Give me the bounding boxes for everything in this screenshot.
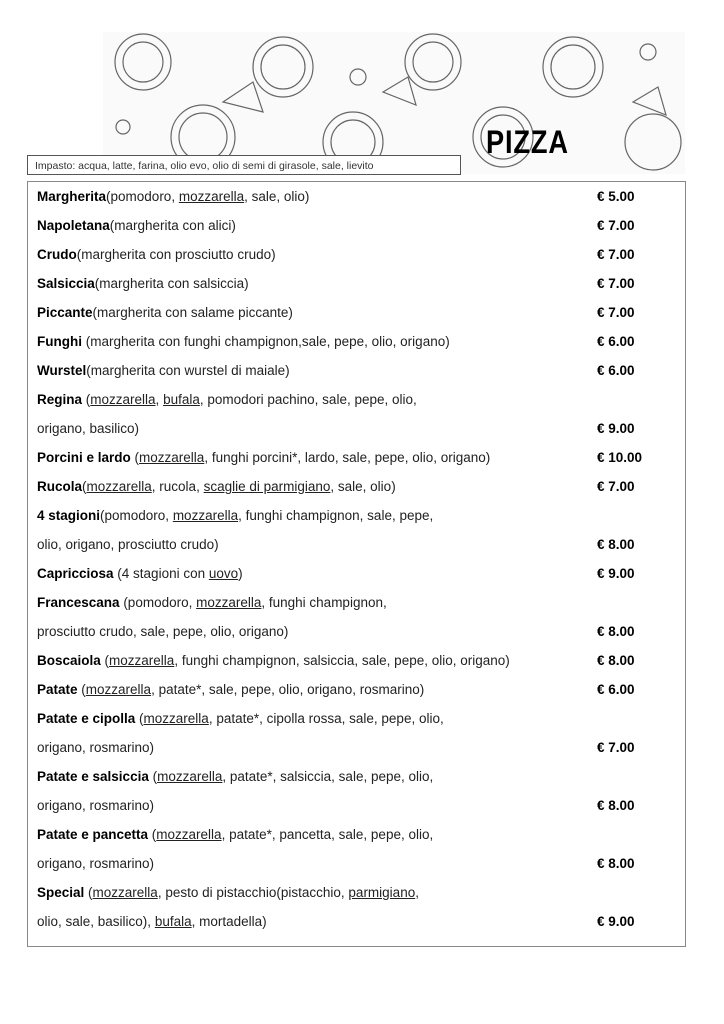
ingredients-text: origano, rosmarino) — [37, 856, 155, 871]
menu-item — [37, 269, 249, 298]
ingredients-text: (margherita con prosciutto crudo) — [76, 247, 276, 262]
pizza-name: Rucola — [37, 479, 83, 494]
underlined-ingredient: bufala — [154, 914, 192, 929]
menu-item — [37, 298, 293, 327]
menu-item — [37, 501, 433, 530]
ingredients-text: (pomodoro, — [100, 508, 173, 523]
underlined-ingredient: mozzarella — [85, 682, 152, 697]
ingredients-text: , patate*, cipolla rossa, sale, pepe, olio, — [208, 711, 444, 726]
underlined-ingredient: uovo — [208, 566, 239, 581]
price: € 7.00 — [597, 247, 635, 262]
menu-item — [37, 704, 444, 733]
underlined-ingredient: mozzarella — [139, 450, 205, 465]
menu-item — [37, 878, 419, 907]
menu-item-continued — [37, 414, 139, 443]
menu-item-continued — [37, 617, 288, 646]
ingredients-text: (pomodoro, — [106, 189, 179, 204]
price: € 7.00 — [597, 305, 635, 320]
pizza-doodle-pattern — [103, 32, 685, 174]
ingredients-text: , patate*, salsiccia, sale, pepe, olio, — [222, 769, 434, 784]
menu-item — [37, 182, 309, 211]
ingredients-text: (margherita con alici) — [109, 218, 236, 233]
ingredients-text: ( — [77, 682, 86, 697]
underlined-ingredient: mozzarella — [157, 769, 223, 784]
ingredients-text: ( — [148, 827, 157, 842]
price: € 6.00 — [597, 334, 635, 349]
pizza-name: Crudo — [37, 247, 77, 262]
menu-item — [37, 762, 433, 791]
pizza-name: Patate e salsiccia — [37, 769, 149, 784]
price: € 6.00 — [597, 682, 635, 697]
ingredients-text: , patate*, sale, pepe, olio, origano, rosmarino) — [151, 682, 425, 697]
menu-item-continued — [37, 791, 154, 820]
pizza-name: Capricciosa — [37, 566, 114, 581]
menu-item — [37, 675, 424, 704]
ingredients-text: prosciutto crudo, sale, pepe, olio, origano) — [37, 624, 289, 639]
underlined-ingredient: mozzarella — [156, 827, 222, 842]
underlined-ingredient: mozzarella — [86, 479, 152, 494]
underlined-ingredient: mozzarella — [109, 653, 175, 668]
page-title: PIZZA — [486, 124, 569, 160]
pizza-menu-list — [27, 181, 686, 947]
pizza-pattern-banner — [103, 32, 685, 174]
ingredients-text: ( — [148, 769, 158, 784]
underlined-ingredient: bufala — [163, 392, 200, 407]
menu-item — [37, 646, 510, 675]
ingredients-text: , mortadella) — [191, 914, 267, 929]
ingredients-text: , funghi champignon, salsiccia, sale, pepe, olio, origano) — [174, 653, 510, 668]
ingredients-text: origano, rosmarino) — [37, 798, 155, 813]
ingredients-text: , funghi porcini*, lardo, sale, pepe, olio, origano) — [204, 450, 491, 465]
menu-item — [37, 559, 243, 588]
pizza-name: Special — [37, 885, 85, 900]
price: € 6.00 — [597, 363, 635, 378]
menu-item — [37, 211, 236, 240]
ingredients-text: ( — [130, 450, 140, 465]
ingredients-text: , pesto di pistacchio(pistacchio, — [157, 885, 349, 900]
ingredients-text: , patate*, pancetta, sale, pepe, olio, — [221, 827, 434, 842]
menu-item — [37, 820, 433, 849]
underlined-ingredient: mozzarella — [196, 595, 262, 610]
pizza-name: Porcini e lardo — [37, 450, 131, 465]
ingredients-text: (pomodoro, — [119, 595, 197, 610]
pizza-name: Francescana — [37, 595, 120, 610]
price: € 7.00 — [597, 479, 635, 494]
ingredients-text: , rucola, — [151, 479, 204, 494]
ingredients-text: ( — [84, 885, 93, 900]
pizza-name: Salsiccia — [37, 276, 95, 291]
ingredients-text: origano, basilico) — [37, 421, 140, 436]
ingredients-text: (margherita con wurstel di maiale) — [86, 363, 290, 378]
ingredients-text: olio, origano, prosciutto crudo) — [37, 537, 219, 552]
price: € 8.00 — [597, 624, 635, 639]
menu-item — [37, 327, 450, 356]
ingredients-text: (4 stagioni con — [113, 566, 209, 581]
pizza-name: Patate — [37, 682, 78, 697]
underlined-ingredient: mozzarella — [143, 711, 209, 726]
underlined-ingredient: parmigiano — [348, 885, 416, 900]
menu-item-continued — [37, 530, 219, 559]
menu-item — [37, 240, 276, 269]
price: € 5.00 — [597, 189, 635, 204]
menu-item — [37, 472, 396, 501]
pizza-name: Boscaiola — [37, 653, 101, 668]
menu-item-continued — [37, 907, 267, 936]
pizza-name: 4 stagioni — [37, 508, 101, 523]
underlined-ingredient: mozzarella — [172, 508, 239, 523]
ingredients-text: ( — [82, 479, 87, 494]
ingredients-text: ) — [238, 566, 243, 581]
price: € 8.00 — [597, 653, 635, 668]
pizza-name: Napoletana — [37, 218, 110, 233]
menu-item — [37, 588, 387, 617]
price: € 8.00 — [597, 856, 635, 871]
price: € 8.00 — [597, 798, 635, 813]
dough-ingredients: Impasto: acqua, latte, farina, olio evo, olio di semi di girasole, sale, lievito — [27, 155, 461, 175]
ingredients-text: , funghi champignon, — [261, 595, 387, 610]
price: € 8.00 — [597, 537, 635, 552]
price: € 7.00 — [597, 740, 635, 755]
ingredients-text: , pomodori pachino, sale, pepe, olio, — [199, 392, 417, 407]
menu-item-continued — [37, 733, 154, 762]
ingredients-text: ( — [100, 653, 110, 668]
ingredients-text: (margherita con salame piccante) — [92, 305, 293, 320]
ingredients-text: , sale, olio) — [244, 189, 310, 204]
price: € 7.00 — [597, 218, 635, 233]
ingredients-text: origano, rosmarino) — [37, 740, 155, 755]
pizza-name: Patate e cipolla — [37, 711, 136, 726]
ingredients-text: , — [415, 885, 419, 900]
ingredients-text: , funghi champignon, sale, pepe, — [238, 508, 434, 523]
underlined-ingredient: mozzarella — [90, 392, 156, 407]
menu-item — [37, 385, 417, 414]
pizza-name: Piccante — [37, 305, 93, 320]
ingredients-text: ( — [135, 711, 144, 726]
ingredients-text: olio, sale, basilico), — [37, 914, 155, 929]
pizza-name: Regina — [37, 392, 83, 407]
pizza-name: Margherita — [37, 189, 107, 204]
underlined-ingredient: mozzarella — [92, 885, 158, 900]
menu-item-continued — [37, 849, 154, 878]
price: € 9.00 — [597, 914, 635, 929]
price: € 7.00 — [597, 276, 635, 291]
ingredients-text: ( — [82, 392, 91, 407]
pizza-name: Funghi — [37, 334, 82, 349]
pizza-name: Wurstel — [37, 363, 87, 378]
price: € 10.00 — [597, 450, 643, 465]
underlined-ingredient: scaglie di parmigiano — [203, 479, 331, 494]
ingredients-text: , sale, olio) — [330, 479, 396, 494]
menu-item — [37, 356, 290, 385]
price: € 9.00 — [597, 566, 635, 581]
ingredients-text: (margherita con salsiccia) — [94, 276, 249, 291]
price: € 9.00 — [597, 421, 635, 436]
pizza-name: Patate e pancetta — [37, 827, 149, 842]
menu-item — [37, 443, 490, 472]
ingredients-text: , — [155, 392, 164, 407]
underlined-ingredient: mozzarella — [178, 189, 245, 204]
ingredients-text: (margherita con funghi champignon,sale, pepe, olio, origano) — [81, 334, 450, 349]
